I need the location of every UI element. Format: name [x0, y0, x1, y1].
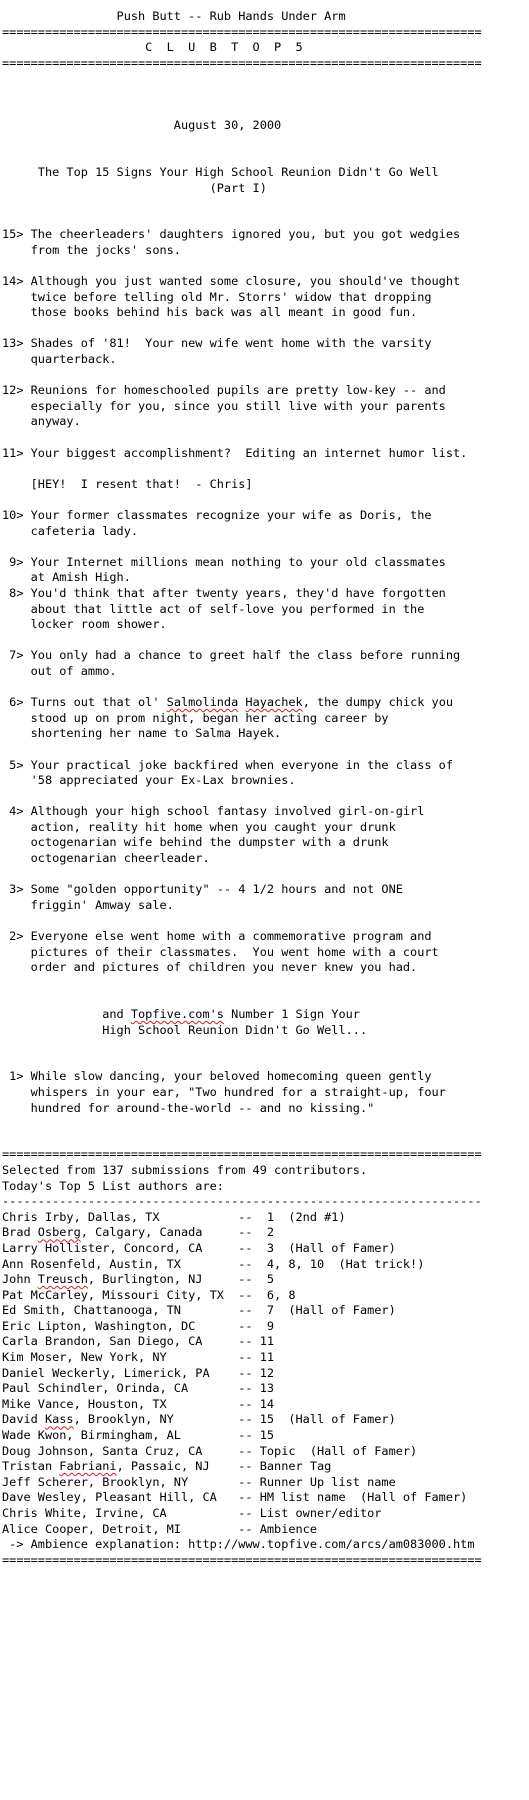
- document-line: 1> While slow dancing, your beloved homecoming queen gently: [2, 1069, 432, 1084]
- document-line: Brad Osberg, Calgary, Canada -- 2: [2, 1225, 275, 1240]
- document-line: [2, 430, 529, 446]
- document-line: Chris Irby, Dallas, TX -- 1 (2nd #1): [2, 1209, 346, 1224]
- document-line: [2, 1116, 529, 1132]
- document-line: [2, 1132, 529, 1148]
- document-line: [2, 368, 529, 384]
- document-line: [2, 991, 529, 1007]
- document-line: Pat McCarley, Missouri City, TX -- 6, 8: [2, 1287, 296, 1302]
- document-line: [2, 149, 529, 165]
- document-line: 13> Shades of '81! Your new wife went home with the varsity: [2, 336, 432, 351]
- document-line: action, reality hit home when you caught your drunk: [2, 819, 396, 834]
- document-line: anyway.: [2, 414, 81, 429]
- document-line: Daniel Weckerly, Limerick, PA -- 12: [2, 1365, 275, 1380]
- document-line: [2, 976, 529, 992]
- document-line: C L U B T O P 5: [2, 40, 303, 55]
- document-line: Kim Moser, New York, NY -- 11: [2, 1350, 275, 1365]
- document-line: 9> Your Internet millions mean nothing to your old classmates: [2, 554, 446, 569]
- document-line: The Top 15 Signs Your High School Reunion Didn't Go Well: [2, 164, 439, 179]
- document-line: 15> The cheerleaders' daughters ignored you, but you got wedgies: [2, 227, 461, 242]
- document-line: stood up on prom night, began her acting career by: [2, 710, 389, 725]
- document-line: [2, 789, 529, 805]
- plain-text-document: [2, 9, 529, 1800]
- document-line: Eric Lipton, Washington, DC -- 9: [2, 1318, 275, 1333]
- document-line: 3> Some "golden opportunity" -- 4 1/2 hours and not ONE: [2, 882, 403, 897]
- document-line: octogenarian cheerleader.: [2, 851, 210, 866]
- document-line: 11> Your biggest accomplishment? Editing an internet humor list.: [2, 445, 468, 460]
- document-line: Doug Johnson, Santa Cruz, CA -- Topic (Hall of Famer): [2, 1443, 418, 1458]
- document-line: [2, 87, 529, 103]
- document-line: Alice Cooper, Detroit, MI -- Ambience: [2, 1521, 317, 1536]
- document-line: [2, 633, 529, 649]
- document-line: cafeteria lady.: [2, 523, 139, 538]
- document-line: ===================================================================: [2, 1147, 482, 1162]
- document-line: Today's Top 5 List authors are:: [2, 1178, 224, 1193]
- document-line: Ed Smith, Chattanooga, TN -- 7 (Hall of Famer): [2, 1303, 396, 1318]
- spellcheck-flagged-word: Treusch: [37, 1272, 88, 1287]
- document-line: especially for you, since you still live with your parents: [2, 398, 446, 413]
- document-line: at Amish High.: [2, 570, 131, 585]
- document-line: Paul Schindler, Orinda, CA -- 13: [2, 1381, 275, 1396]
- document-line: quarterback.: [2, 352, 117, 367]
- document-line: 7> You only had a chance to greet half the class before running: [2, 648, 461, 663]
- document-line: [2, 321, 529, 337]
- spellcheck-flagged-word: Topfive.com's: [130, 1007, 224, 1021]
- document-line: [2, 539, 529, 555]
- document-line: [2, 461, 529, 477]
- spellcheck-flagged-word: Osberg: [37, 1225, 81, 1240]
- document-line: [2, 196, 529, 212]
- document-line: 8> You'd think that after twenty years, they'd have forgotten: [2, 585, 446, 600]
- document-line: [2, 680, 529, 696]
- document-line: -------------------------------------------------------------------: [2, 1194, 482, 1209]
- document-line: 14> Although you just wanted some closure, you should've thought: [2, 274, 461, 289]
- document-line: 4> Although your high school fantasy involved girl-on-girl: [2, 804, 425, 819]
- document-line: ===================================================================: [2, 24, 482, 39]
- document-line: 12> Reunions for homeschooled pupils are pretty low-key -- and: [2, 383, 446, 398]
- document-line: octogenarian wife behind the dumpster with a drunk: [2, 835, 389, 850]
- document-line: [2, 1054, 529, 1070]
- document-line: locker room shower.: [2, 617, 167, 632]
- document-line: John Treusch, Burlington, NJ -- 5: [2, 1272, 275, 1287]
- document-line: [2, 259, 529, 275]
- document-line: [HEY! I resent that! - Chris]: [2, 476, 253, 491]
- document-line: Larry Hollister, Concord, CA -- 3 (Hall of Famer): [2, 1240, 396, 1255]
- document-line: from the jocks' sons.: [2, 242, 181, 257]
- document-line: Chris White, Irvine, CA -- List owner/editor: [2, 1506, 382, 1520]
- document-line: Dave Wesley, Pleasant Hill, CA -- HM list name (Hall of Famer): [2, 1490, 468, 1505]
- document-line: [2, 1038, 529, 1054]
- document-line: Push Butt -- Rub Hands Under Arm: [2, 9, 346, 23]
- document-line: 2> Everyone else went home with a commemorative program and: [2, 929, 432, 944]
- document-line: Wade Kwon, Birmingham, AL -- 15: [2, 1428, 275, 1443]
- document-line: (Part I): [2, 180, 267, 195]
- spellcheck-flagged-word: Kass: [44, 1412, 74, 1427]
- document-line: pictures of their classmates. You went home with a court: [2, 944, 439, 959]
- document-line: twice before telling old Mr. Storrs' widow that dropping: [2, 289, 432, 304]
- document-line: 10> Your former classmates recognize your wife as Doris, the: [2, 508, 432, 522]
- document-line: -> Ambience explanation: http://www.topfive.com/arcs/am083000.htm: [2, 1537, 475, 1552]
- spellcheck-flagged-word: Fabriani: [59, 1459, 117, 1474]
- spellcheck-flagged-word: Salmolinda: [166, 695, 239, 710]
- document-line: 5> Your practical joke backfired when everyone in the class of: [2, 757, 454, 772]
- document-line: Tristan Fabriani, Passaic, NJ -- Banner Tag: [2, 1459, 332, 1474]
- document-line: High School Reunion Didn't Go Well...: [2, 1022, 368, 1037]
- document-line: shortening her name to Salma Hayek.: [2, 726, 282, 741]
- document-line: [2, 492, 529, 508]
- document-line: friggin' Amway sale.: [2, 897, 174, 912]
- document-line: Ann Rosenfeld, Austin, TX -- 4, 8, 10 (Hat trick!): [2, 1256, 425, 1271]
- document-line: out of ammo.: [2, 663, 117, 678]
- document-line: [2, 134, 529, 150]
- document-line: and Topfive.com's Number 1 Sign Your: [2, 1007, 360, 1021]
- document-line: [2, 913, 529, 929]
- document-line: 6> Turns out that ol' Salmolinda Hayachek, the dumpy chick you: [2, 695, 454, 710]
- spellcheck-flagged-word: Hayachek: [245, 695, 303, 710]
- document-line: order and pictures of children you never knew you had.: [2, 960, 418, 975]
- document-line: David Kass, Brooklyn, NY -- 15 (Hall of Famer): [2, 1412, 396, 1427]
- document-line: about that little act of self-love you performed in the: [2, 601, 425, 616]
- document-line: '58 appreciated your Ex-Lax brownies.: [2, 773, 296, 788]
- document-line: ===================================================================: [2, 55, 482, 70]
- document-line: hundred for around-the-world -- and no kissing.": [2, 1100, 375, 1115]
- document-line: [2, 742, 529, 758]
- document-line: ===================================================================: [2, 1552, 482, 1567]
- document-line: August 30, 2000: [2, 118, 282, 133]
- document-line: Selected from 137 submissions from 49 contributors.: [2, 1162, 368, 1177]
- document-line: [2, 71, 529, 87]
- document-line: [2, 212, 529, 228]
- document-line: whispers in your ear, "Two hundred for a straight-up, four: [2, 1084, 446, 1099]
- document-line: those books behind his back was all meant in good fun.: [2, 305, 418, 320]
- document-line: Jeff Scherer, Brooklyn, NY -- Runner Up list name: [2, 1474, 396, 1489]
- document-line: Mike Vance, Houston, TX -- 14: [2, 1396, 275, 1411]
- document-line: [2, 867, 529, 883]
- document-line: Carla Brandon, San Diego, CA -- 11: [2, 1334, 275, 1349]
- document-line: [2, 103, 529, 119]
